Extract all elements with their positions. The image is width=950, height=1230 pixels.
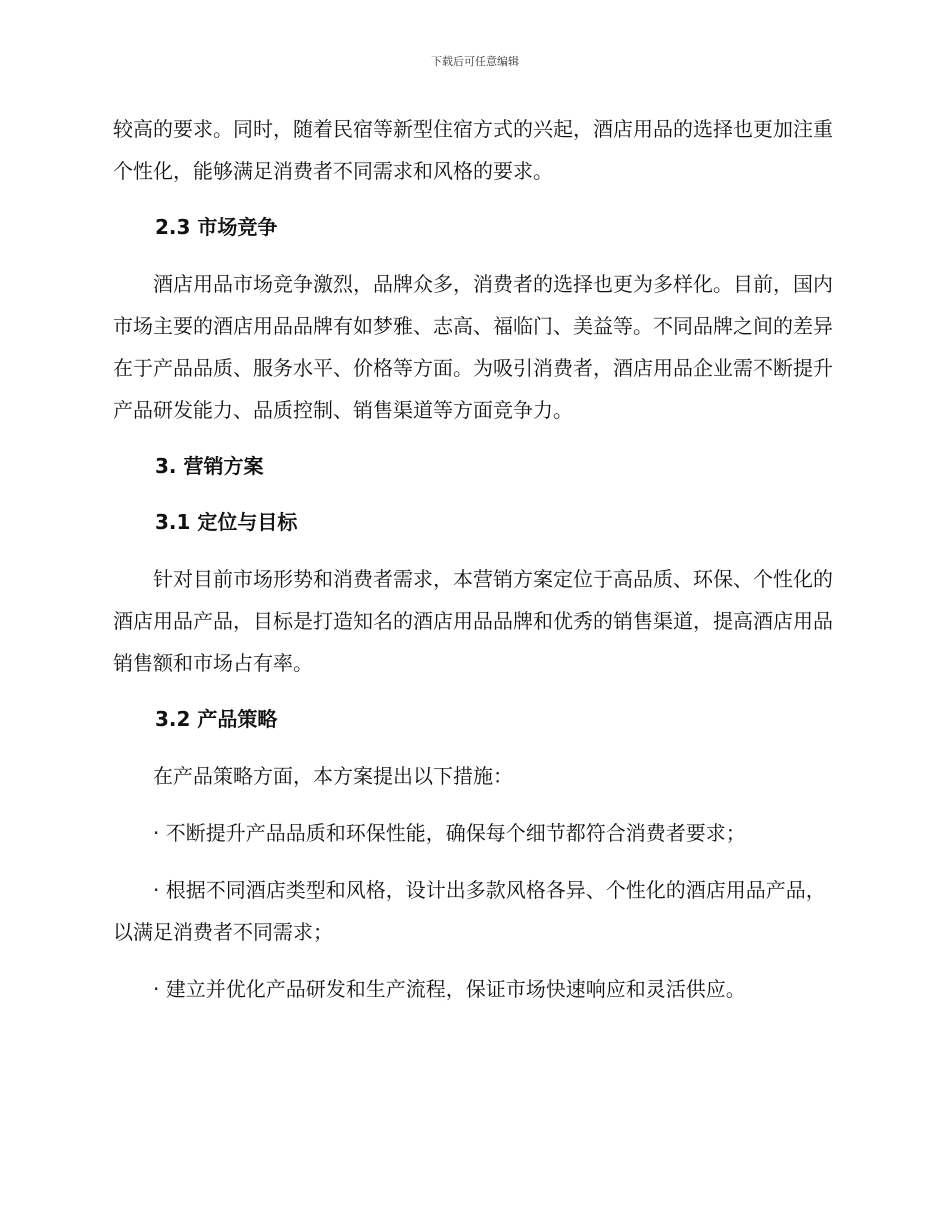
page-header: 下载后可任意编辑 <box>431 55 519 68</box>
heading-2-3: 2.3 市场竞争 <box>155 215 278 239</box>
bullet-item-3: · 建立并优化产品研发和生产流程，保证市场快速响应和灵活供应。 <box>153 977 746 1001</box>
paragraph-continuation: 较高的要求。同时，随着民宿等新型住宿方式的兴起，酒店用品的选择也更加注重个性化，能够满足消费者不同需求和风格的要求。 <box>113 117 833 183</box>
heading-3-2: 3.2 产品策略 <box>155 707 278 731</box>
bullet-item-1: · 不断提升产品品质和环保性能，确保每个细节都符合消费者要求； <box>153 821 746 845</box>
heading-3-1: 3.1 定位与目标 <box>155 510 298 534</box>
heading-3: 3. 营销方案 <box>155 454 264 478</box>
paragraph-market-competition: 酒店用品市场竞争激烈，品牌众多，消费者的选择也更为多样化。目前，国内市场主要的酒店用品品牌有如梦雅、志高、福临门、美益等。不同品牌之间的差异在于产品品质、服务水平、价格等方面。为吸引消费者，酒店用品企业需不断提升产品研发能力、品质控制、销售渠道等方面竞争力。 <box>113 272 833 422</box>
paragraph-product-strategy-intro: 在产品策略方面，本方案提出以下措施： <box>153 764 513 788</box>
bullet-item-2: · 根据不同酒店类型和风格，设计出多款风格各异、个性化的酒店用品产品，以满足消费者不同需求； <box>113 878 826 944</box>
document-body <box>113 108 833 1010</box>
paragraph-positioning: 针对目前市场形势和消费者需求，本营销方案定位于高品质、环保、个性化的酒店用品产品，目标是打造知名的酒店用品品牌和优秀的销售渠道，提高酒店用品销售额和市场占有率。 <box>113 567 833 675</box>
